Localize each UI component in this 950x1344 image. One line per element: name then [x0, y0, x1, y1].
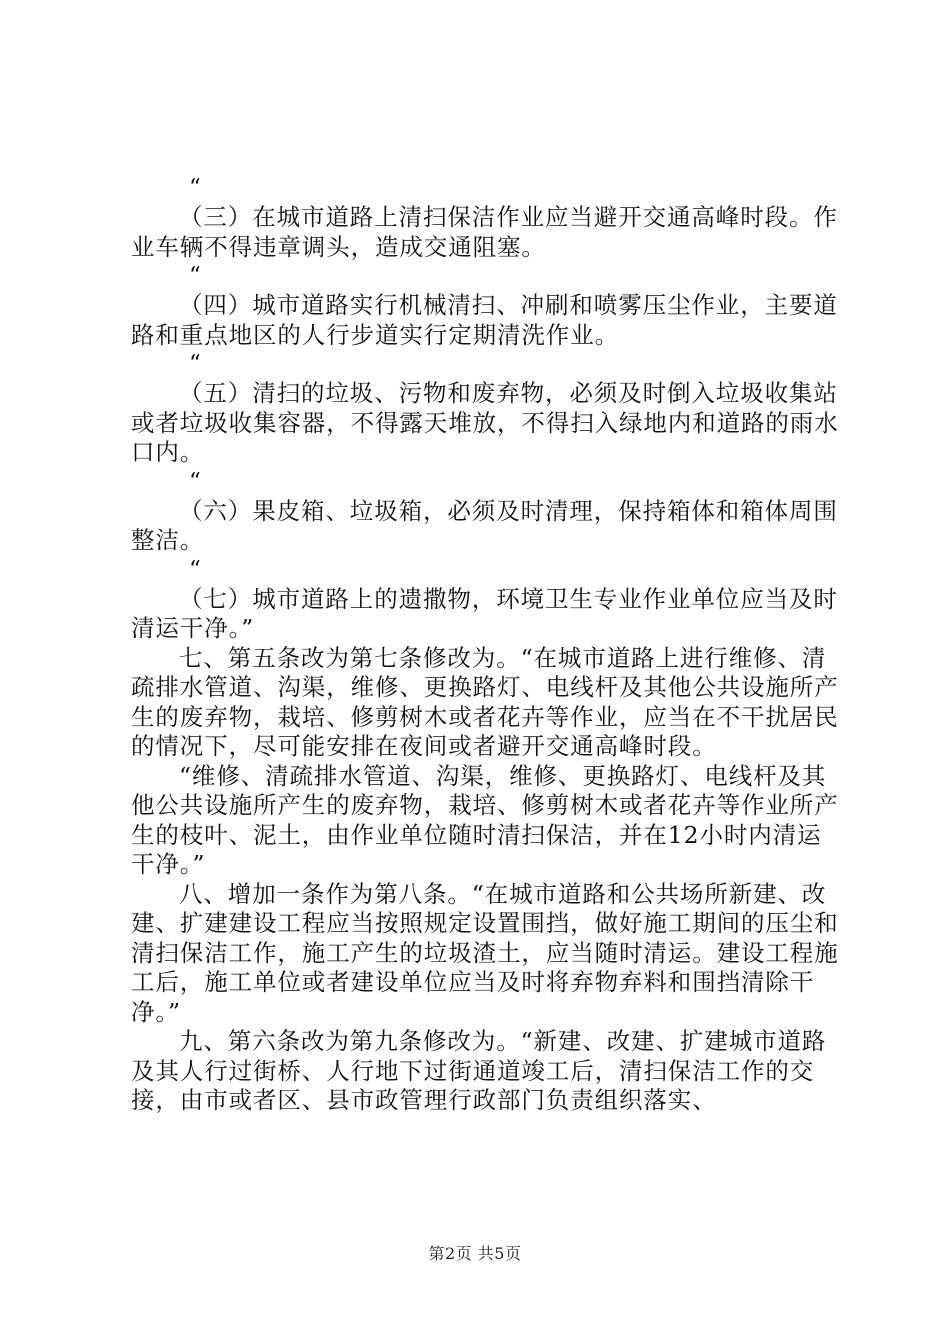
quote-mark: “ [189, 468, 202, 495]
quote-mark: “ [189, 175, 202, 201]
paragraph-item-4: （四）城市道路实行机械清扫、冲刷和喷雾压尘作业，主要道路和重点地区的人行步道实行定期清洗作业。 [131, 291, 838, 349]
quote-mark: “ [189, 263, 202, 289]
paragraph-article-7: 七、第五条改为第七条修改为。“在城市道路上进行维修、清疏排水管道、沟渠，维修、更换路灯、电线杆及其他公共设施所产生的废弃物，栽培、修剪树木或者花卉等作业，应当在不干扰居民的情况下，尽可能安排在夜间或者避开交通高峰时段。 [131, 643, 839, 760]
page-number-footer: 第2页 共5页 [428, 1244, 522, 1263]
paragraph-article-9: 九、第六条改为第九条修改为。“新建、改建、扩建城市道路及其人行过街桥、人行地下过街通道竣工后，清扫保洁工作的交接，由市或者区、县市政管理行政部门负责组织落实、 [131, 1027, 827, 1114]
paragraph-article-7-quote: “维修、清疏排水管道、沟渠，维修、更换路灯、电线杆及其他公共设施所产生的废弃物，栽培、修剪树木或者花卉等作业所产生的枝叶、泥土，由作业单位随时清扫保洁，并在12小时内清运干净。” [131, 761, 839, 878]
paragraph-item-6: （六）果皮箱、垃圾箱，必须及时清理，保持箱体和箱体周围整洁。 [131, 496, 838, 554]
paragraph-item-5: （五）清扫的垃圾、污物和废弃物，必须及时倒入垃圾收集站或者垃圾收集容器，不得露天堆放，不得扫入绿地内和道路的雨水口内。 [131, 379, 839, 466]
quote-mark: “ [189, 556, 202, 583]
paragraph-item-7: （七）城市道路上的遗撒物，环境卫生专业作业单位应当及时清运干净。” [131, 584, 838, 642]
document-body [131, 174, 841, 1116]
paragraph-item-3: （三）在城市道路上清扫保洁作业应当避开交通高峰时段。作业车辆不得违章调头，造成交通阻塞。 [131, 203, 838, 261]
quote-mark: “ [189, 351, 202, 377]
paragraph-article-8: 八、增加一条作为第八条。“在城市道路和公共场所新建、改建、扩建建设工程应当按照规定设置围挡，做好施工期间的压尘和清扫保洁工作，施工产生的垃圾渣土，应当随时清运。建设工程施工后，施工单位或者建设单位应当及时将弃物弃料和围挡清除干净。” [131, 879, 839, 1026]
